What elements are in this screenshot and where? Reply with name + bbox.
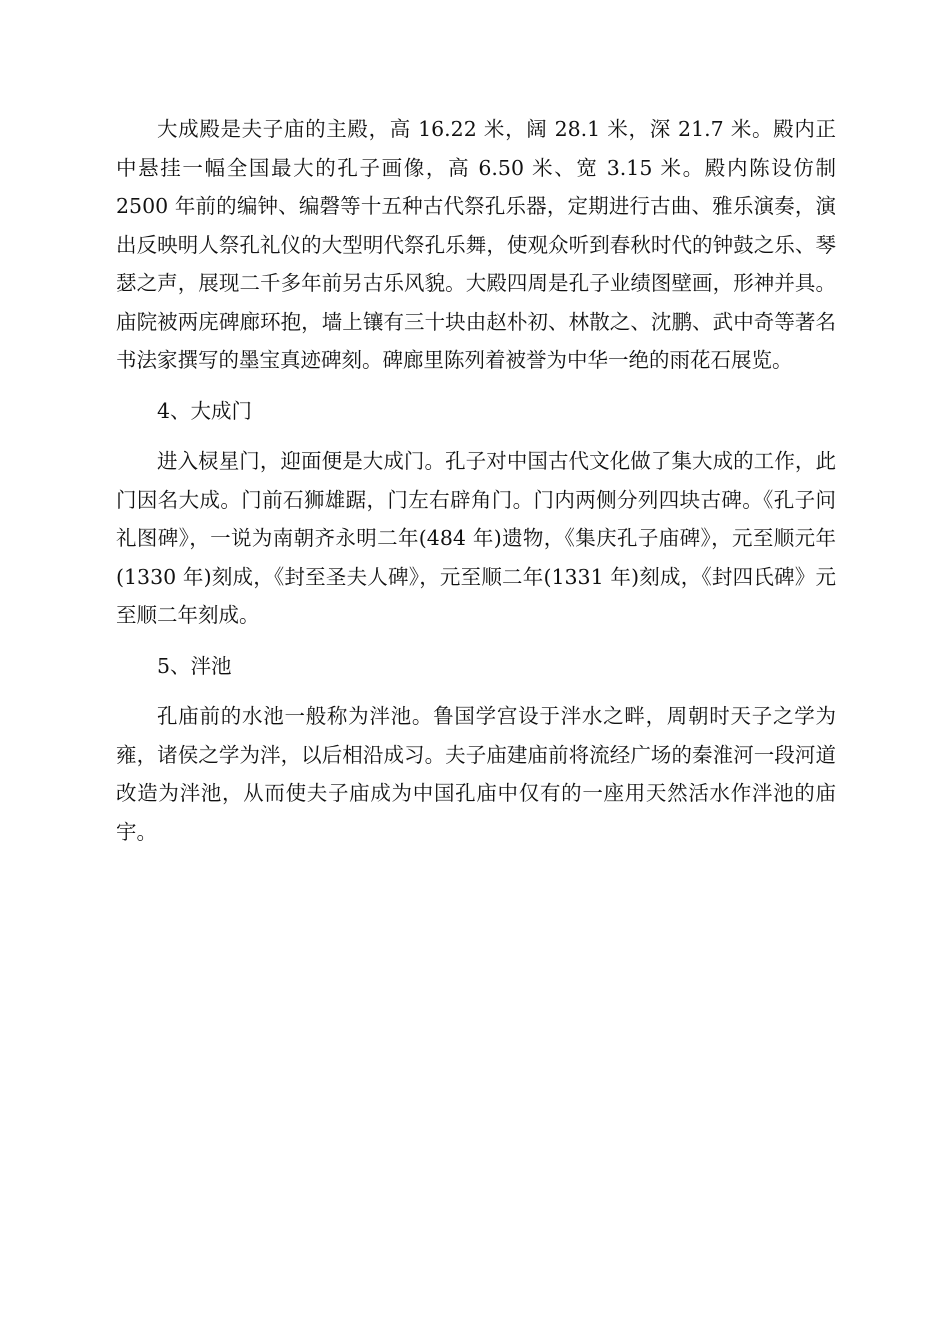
paragraph-panchi: 孔庙前的水池一般称为泮池。鲁国学宫设于泮水之畔，周朝时天子之学为雍，诸侯之学为泮，以后相沿成习。夫子庙建庙前将流经广场的秦淮河一段河道改造为泮池，从而使夫子庙成为中国孔庙中仅有的一座用天然活水作泮池的庙宇。 [116,704,836,844]
paragraph-gap [116,380,836,392]
paragraph-dachengmen: 进入棂星门，迎面便是大成门。孔子对中国古代文化做了集大成的工作，此门因名大成。门前石狮雄踞，门左右辟角门。门内两侧分列四块古碑。《孔子问礼图碑》，一说为南朝齐永明二年(484 年)遗物，《集庆孔子庙碑》，元至顺元年(1330 年)刻成，《封至圣夫人碑》，元至顺二年(1331 年)刻成，《封四氏碑》元至顺二年刻成。 [116,449,836,627]
paragraph-gap [116,635,836,647]
paragraph-dachengdian: 大成殿是夫子庙的主殿，高 16.22 米，阔 28.1 米，深 21.7 米。殿内正中悬挂一幅全国最大的孔子画像，高 6.50 米、宽 3.15 米。殿内陈设仿制 2500 年前的编钟、编磬等十五种古代祭孔乐器，定期进行古曲、雅乐演奏，演出反映明人祭孔礼仪的大型明代祭孔乐舞，使观众听到春秋时代的钟鼓之乐、琴瑟之声，展现二千多年前另古乐风貌。大殿四周是孔子业绩图壁画，形神并具。庙院被两庑碑廊环抱，墙上镶有三十块由赵朴初、林散之、沈鹏、武中奇等著名书法家撰写的墨宝真迹碑刻。碑廊里陈列着被誉为中华一绝的雨花石展览。 [116,117,836,372]
paragraph-gap [116,685,836,697]
section-heading-dachengmen: 4、大成门 [157,398,253,423]
section-heading-panchi: 5、泮池 [157,653,232,678]
document-body [116,110,836,851]
paragraph-gap [116,430,836,442]
